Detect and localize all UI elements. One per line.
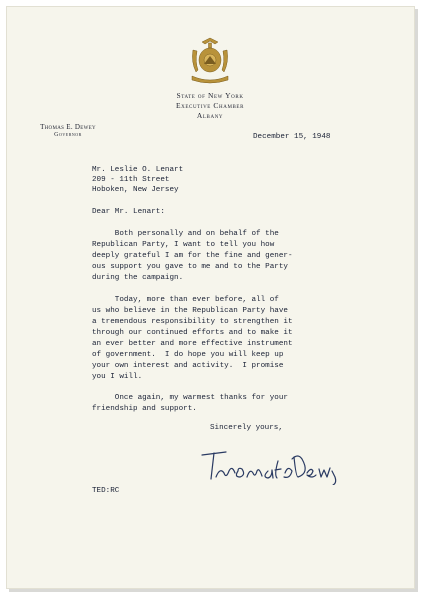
recipient-line-3: Hoboken, New Jersey <box>92 186 179 194</box>
paragraph-1-line-3: deeply grateful I am for the fine and gener- <box>92 252 293 260</box>
paragraph-3-line-2: friendship and support. <box>92 405 197 413</box>
paragraph-2-line-6: of government. I do hope you will keep up <box>92 351 284 359</box>
paragraph-2-line-7: your own interest and activity. I promise <box>92 362 284 370</box>
letterhead-office-line-3: Albany <box>196 111 224 120</box>
letter-date: December 15, 1948 <box>253 133 331 141</box>
typist-initials: TED:RC <box>92 487 120 495</box>
governor-name: Thomas E. Dewey <box>40 123 96 131</box>
paragraph-1-line-2: Republican Party, I want to tell you how <box>92 241 275 249</box>
paragraph-3-line-1: Once again, my warmest thanks for your <box>92 394 288 402</box>
paragraph-2-line-2: us who believe in the Republican Party have <box>92 307 288 315</box>
recipient-line-1: Mr. Leslie O. Lenart <box>92 166 184 174</box>
paragraph-1-line-5: during the campaign. <box>92 274 184 282</box>
recipient-line-2: 209 - 11th Street <box>92 176 170 184</box>
paragraph-2-line-1: Today, more than ever before, all of <box>92 296 279 304</box>
paragraph-1-line-1: Both personally and on behalf of the <box>92 230 279 238</box>
salutation: Dear Mr. Lenart: <box>92 208 165 216</box>
governor-title: Governor <box>54 132 82 138</box>
paragraph-2-line-4: through our continued efforts and to make it <box>92 329 293 337</box>
handwritten-signature <box>180 437 340 485</box>
closing: Sincerely yours, <box>210 424 283 432</box>
new-york-state-seal-icon <box>188 36 232 86</box>
paragraph-1-line-4: ous support you gave to me and to the Party <box>92 263 288 271</box>
paragraph-2-line-5: an ever better and more effective instrument <box>92 340 293 348</box>
paragraph-2-line-3: a tremendous responsibility to strengthen it <box>92 318 293 326</box>
letterhead-office-line-1: State of New York <box>176 91 244 100</box>
paragraph-2-line-8: you I will. <box>92 373 143 381</box>
letterhead-office-line-2: Executive Chamber <box>175 101 245 110</box>
